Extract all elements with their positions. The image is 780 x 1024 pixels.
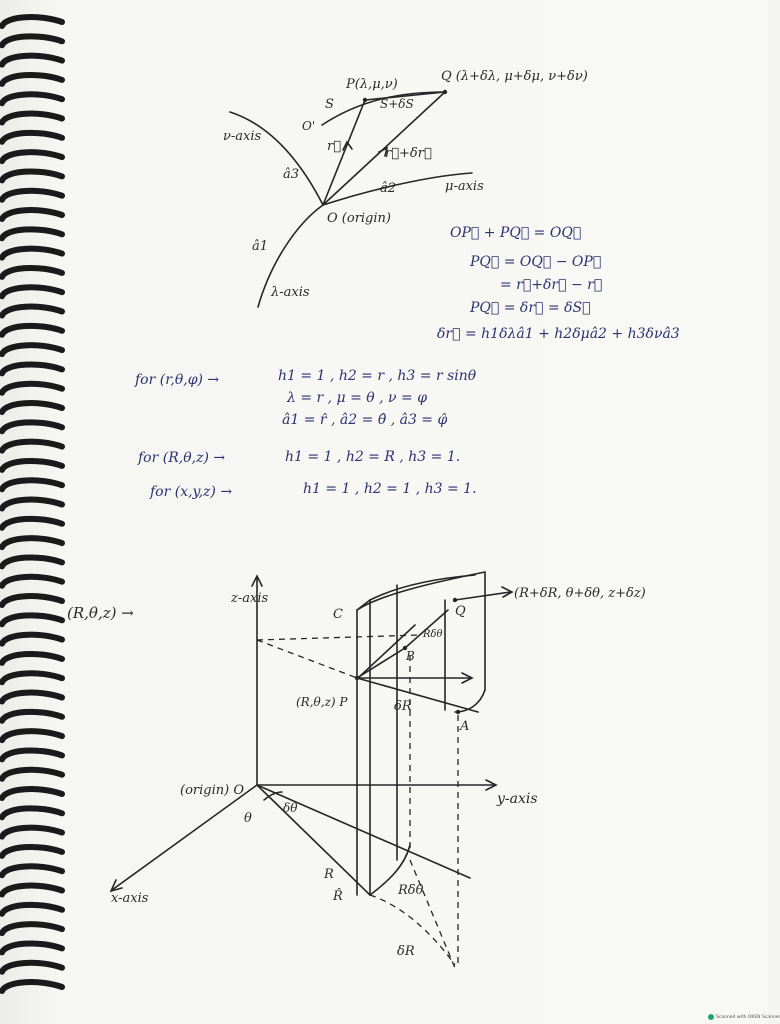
point-q-dot xyxy=(453,598,457,602)
r-dr-label: r⃗+δr⃗ xyxy=(385,146,432,161)
equation-4: PQ⃗ = δr⃗ = δS⃗ xyxy=(470,300,591,316)
binding-ring xyxy=(2,943,62,952)
cylindrical-heading: (R,θ,z) → xyxy=(67,604,134,622)
theta-arc xyxy=(264,792,282,800)
radial-r-line xyxy=(257,785,370,895)
binding-ring xyxy=(2,75,62,84)
r-vector-label: r⃗ xyxy=(327,139,342,154)
binding-ring xyxy=(2,789,62,798)
a-label: A xyxy=(460,719,470,734)
c-label: C xyxy=(333,607,343,622)
theta-label: θ xyxy=(244,811,252,826)
binding-ring xyxy=(2,249,62,258)
binding-ring xyxy=(2,345,62,354)
scanner-logo-icon xyxy=(708,1014,714,1020)
binding-ring xyxy=(2,229,62,238)
binding-ring xyxy=(2,635,62,644)
curvilinear-diagram xyxy=(223,69,588,307)
point-q-dot xyxy=(443,90,447,94)
r-vector-arrowhead xyxy=(343,142,352,150)
binding-ring xyxy=(2,693,62,702)
scanner-watermark xyxy=(708,1012,780,1022)
binding-ring xyxy=(2,847,62,856)
binding-ring xyxy=(2,403,62,412)
x-axis-line xyxy=(112,785,257,890)
binding-ring xyxy=(2,36,62,45)
point-q-label: Q (λ+δλ, μ+δμ, ν+δν) xyxy=(441,69,588,84)
r-hat-label: R̂ xyxy=(333,889,343,904)
radial-dashed-line xyxy=(410,860,455,968)
cylindrical-scale-factors: h1 = 1 , h2 = R , h3 = 1. xyxy=(285,449,461,465)
equation-1: OP⃗ + PQ⃗ = OQ⃗ xyxy=(450,225,582,241)
s-label: S xyxy=(325,97,334,112)
binding-ring xyxy=(2,577,62,586)
binding-ring xyxy=(2,712,62,721)
z-projection-dashed xyxy=(257,635,420,640)
point-a-dot xyxy=(456,710,460,714)
a1-label: â1 xyxy=(252,239,269,254)
spherical-unit-vectors: â1 = r̂ , â2 = θ̂ , â3 = φ̂ xyxy=(282,412,448,428)
equation-3: = r⃗+δr⃗ − r⃗ xyxy=(500,277,603,293)
q-coordinates-label: (R+δR, θ+δθ, z+δz) xyxy=(514,586,646,601)
binding-ring xyxy=(2,326,62,335)
top-front-arc xyxy=(357,572,485,610)
mu-axis-label: μ-axis xyxy=(445,179,484,194)
binding-ring xyxy=(2,596,62,605)
binding-ring xyxy=(2,538,62,547)
binding-ring xyxy=(2,287,62,296)
outer-bottom-curve xyxy=(455,690,485,712)
point-p-dot xyxy=(355,676,359,680)
lambda-axis-label: λ-axis xyxy=(271,285,310,300)
binding-ring xyxy=(2,442,62,451)
binding-ring xyxy=(2,94,62,103)
binding-ring xyxy=(2,500,62,509)
binding-ring xyxy=(2,461,62,470)
binding-ring xyxy=(2,654,62,663)
p-to-a xyxy=(357,678,478,712)
origin-label: O (origin) xyxy=(327,211,391,226)
y-axis-label: y-axis xyxy=(497,791,538,807)
spherical-prefix: for (r,θ,φ) → xyxy=(135,372,220,388)
binding-ring xyxy=(2,17,62,26)
binding-ring xyxy=(2,982,62,991)
binding-ring xyxy=(2,924,62,933)
binding-ring xyxy=(2,828,62,837)
equation-5: δr⃗ = h1δλâ1 + h2δμâ2 + h3δνâ3 xyxy=(437,326,680,342)
top-left-edge xyxy=(357,600,370,610)
p-label: (R,θ,z) P xyxy=(296,695,348,709)
vector-equations xyxy=(437,225,680,342)
cylindrical-prefix: for (R,θ,z) → xyxy=(138,450,226,466)
binding-ring xyxy=(2,210,62,219)
scanner-text: Scanned with OKEN Scanner xyxy=(716,1014,780,1020)
radial-r2-line xyxy=(257,785,470,878)
a3-label: â3 xyxy=(283,167,300,182)
binding-ring xyxy=(2,519,62,528)
binding-ring xyxy=(2,384,62,393)
binding-ring xyxy=(2,114,62,123)
binding-ring xyxy=(2,133,62,142)
cartesian-scale-factors: h1 = 1 , h2 = 1 , h3 = 1. xyxy=(303,481,477,497)
binding-ring xyxy=(2,808,62,817)
s-ds-label: S+δS xyxy=(380,97,414,111)
binding-ring xyxy=(2,56,62,65)
spiral-binding xyxy=(2,17,62,991)
point-p-dot xyxy=(363,98,367,102)
binding-ring xyxy=(2,307,62,316)
scale-factor-cases xyxy=(134,368,477,500)
origin-label: (origin) O xyxy=(180,783,244,798)
spherical-variables: λ = r , μ = θ , ν = φ xyxy=(287,390,427,406)
nu-axis-label: ν-axis xyxy=(223,129,262,144)
q-label: Q xyxy=(455,604,466,619)
z-axis-label: z-axis xyxy=(231,591,269,606)
binding-ring xyxy=(2,268,62,277)
binding-ring xyxy=(2,673,62,682)
binding-ring xyxy=(2,731,62,740)
binding-ring xyxy=(2,886,62,895)
cylindrical-diagram xyxy=(67,572,646,968)
binding-ring xyxy=(2,364,62,373)
binding-ring xyxy=(2,152,62,161)
dtheta-label: δθ xyxy=(283,801,298,815)
binding-ring xyxy=(2,750,62,759)
binding-ring xyxy=(2,422,62,431)
spherical-scale-factors: h1 = 1 , h2 = r , h3 = r sinθ xyxy=(278,368,477,384)
binding-ring xyxy=(2,191,62,200)
binding-ring xyxy=(2,480,62,489)
z-to-p-dashed xyxy=(257,640,357,678)
binding-ring xyxy=(2,963,62,972)
binding-ring xyxy=(2,905,62,914)
equation-2: PQ⃗ = OQ⃗ − OP⃗ xyxy=(470,254,602,270)
binding-ring xyxy=(2,770,62,779)
r-dtheta-bottom-label: Rδθ xyxy=(398,883,424,898)
q-pointer-line xyxy=(455,592,510,600)
dr-mid-label: δR xyxy=(394,699,412,714)
x-axis-label: x-axis xyxy=(111,891,149,906)
r-label: R xyxy=(324,867,334,882)
binding-ring xyxy=(2,171,62,180)
r-dtheta-top-label: Rδθ xyxy=(423,629,443,640)
b-label: B xyxy=(406,649,415,663)
point-p-label: P(λ,μ,ν) xyxy=(346,77,398,92)
binding-ring xyxy=(2,557,62,566)
o-prime-label: O' xyxy=(302,119,316,133)
cartesian-prefix: for (x,y,z) → xyxy=(150,484,233,500)
binding-ring xyxy=(2,615,62,624)
a2-label: â2 xyxy=(380,181,397,196)
dr-bottom-label: δR xyxy=(397,944,415,959)
binding-ring xyxy=(2,866,62,875)
